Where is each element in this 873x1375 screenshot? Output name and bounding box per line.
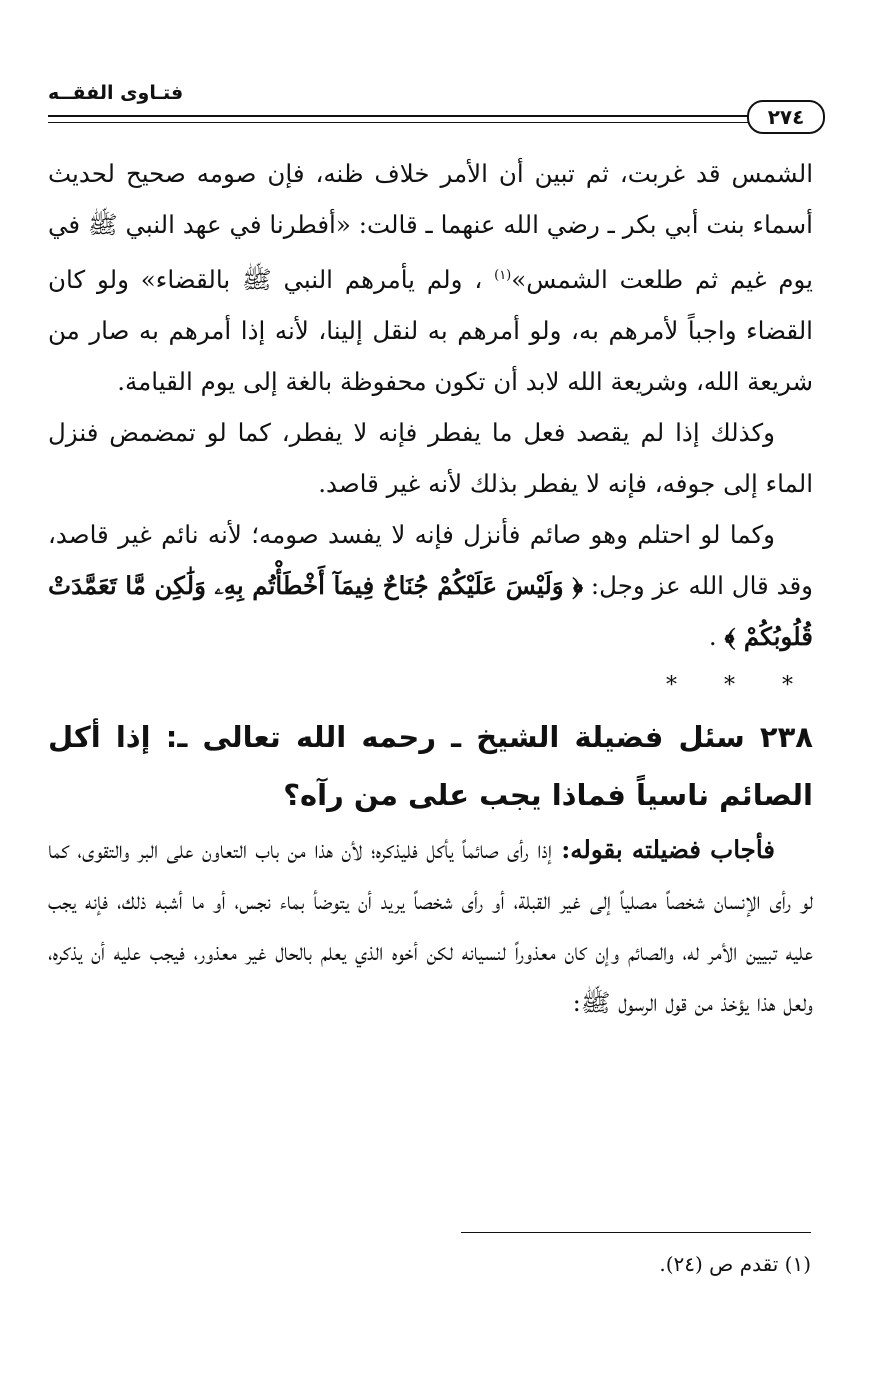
paragraph-1-text: الشمس قد غربت، ثم تبين أن الأمر خلاف ظنه، فإن صومه صحيح لحديث أسماء بنت أبي بكر ـ رضي الله عنهما ـ قالت: — [48, 159, 813, 239]
footnote-marker: (١) — [494, 268, 512, 283]
answer-text: إذا رأى صائماً يأكل فليذكره؛ لأن هذا من باب التعاون على البر والتقوى، كما لو رأى الإنسان شخصاً مصلياً إلى غير القبلة، أو رأى شخصاً يريد أن يتوضأ بماء نجس، أو ما أشبه ذلك، فإنه يجب عليه تبيين الأمر له، والصائم وإن كان معذوراً لنسيانه لكن أخوه الذي يعلم بالحال غير معذور، فيجب عليه أن يذكره، ولعل هذا يؤخذ من قول الرسول ﷺ: — [48, 835, 813, 1018]
paragraph-1-rest: ، ولم يأمرهم النبي ﷺ بالقضاء» ولو كان القضاء واجباً لأمرهم به، ولو أمرهم به لنقل إلينا، لأنه إذا أمرهم به صار من شريعة الله، وشريعة الله لابد أن تكون محفوظة بالغة إلى يوم القيامة. — [48, 265, 813, 397]
answer-lead: فأجاب فضيلته بقوله: — [551, 835, 775, 865]
section-separator: * * * — [666, 673, 813, 699]
main-text — [48, 148, 813, 1028]
hadith-quote: «أفطرنا في عهد النبي ﷺ في يوم غيم ثم طلعت الشمس» — [48, 210, 813, 295]
paragraph-1 — [48, 148, 813, 407]
header-rule-secondary — [48, 122, 760, 123]
answer-paragraph — [48, 824, 813, 1028]
paragraph-3-end: . — [708, 622, 725, 652]
footnote: (١) تقدم ص (٢٤). — [659, 1252, 811, 1276]
paragraph-2: وكذلك إذا لم يقصد فعل ما يفطر فإنه لا يفطر، كما لو تمضمض فنزل الماء إلى جوفه، فإنه لا يفطر بذلك لأنه غير قاصد. — [48, 418, 813, 499]
quran-verse: ﴿ وَلَيْسَ عَلَيْكُمْ جُنَاحٌ فِيمَآ أَخْطَأْتُم بِهِۦ وَلَٰكِن مَّا تَعَمَّدَتْ قُلُوبُكُمْ ﴾ — [48, 571, 813, 652]
page-number: ٢٧٤ — [747, 100, 825, 134]
running-title: فتـاوى الفقــه — [48, 82, 184, 104]
footnote-rule — [461, 1232, 811, 1233]
header-rule — [48, 115, 760, 117]
paragraph-3 — [48, 509, 813, 662]
question-heading: ٢٣٨ سئل فضيلة الشيخ ـ رحمه الله تعالى ـ: إذا أكل الصائم ناسياً فماذا يجب على من رآه؟ — [48, 720, 813, 813]
paragraph-3-text: وكما لو احتلم وهو صائم فأنزل فإنه لا يفسد صومه؛ لأنه نائم غير قاصد، وقد قال الله عز وجل: — [48, 520, 813, 601]
